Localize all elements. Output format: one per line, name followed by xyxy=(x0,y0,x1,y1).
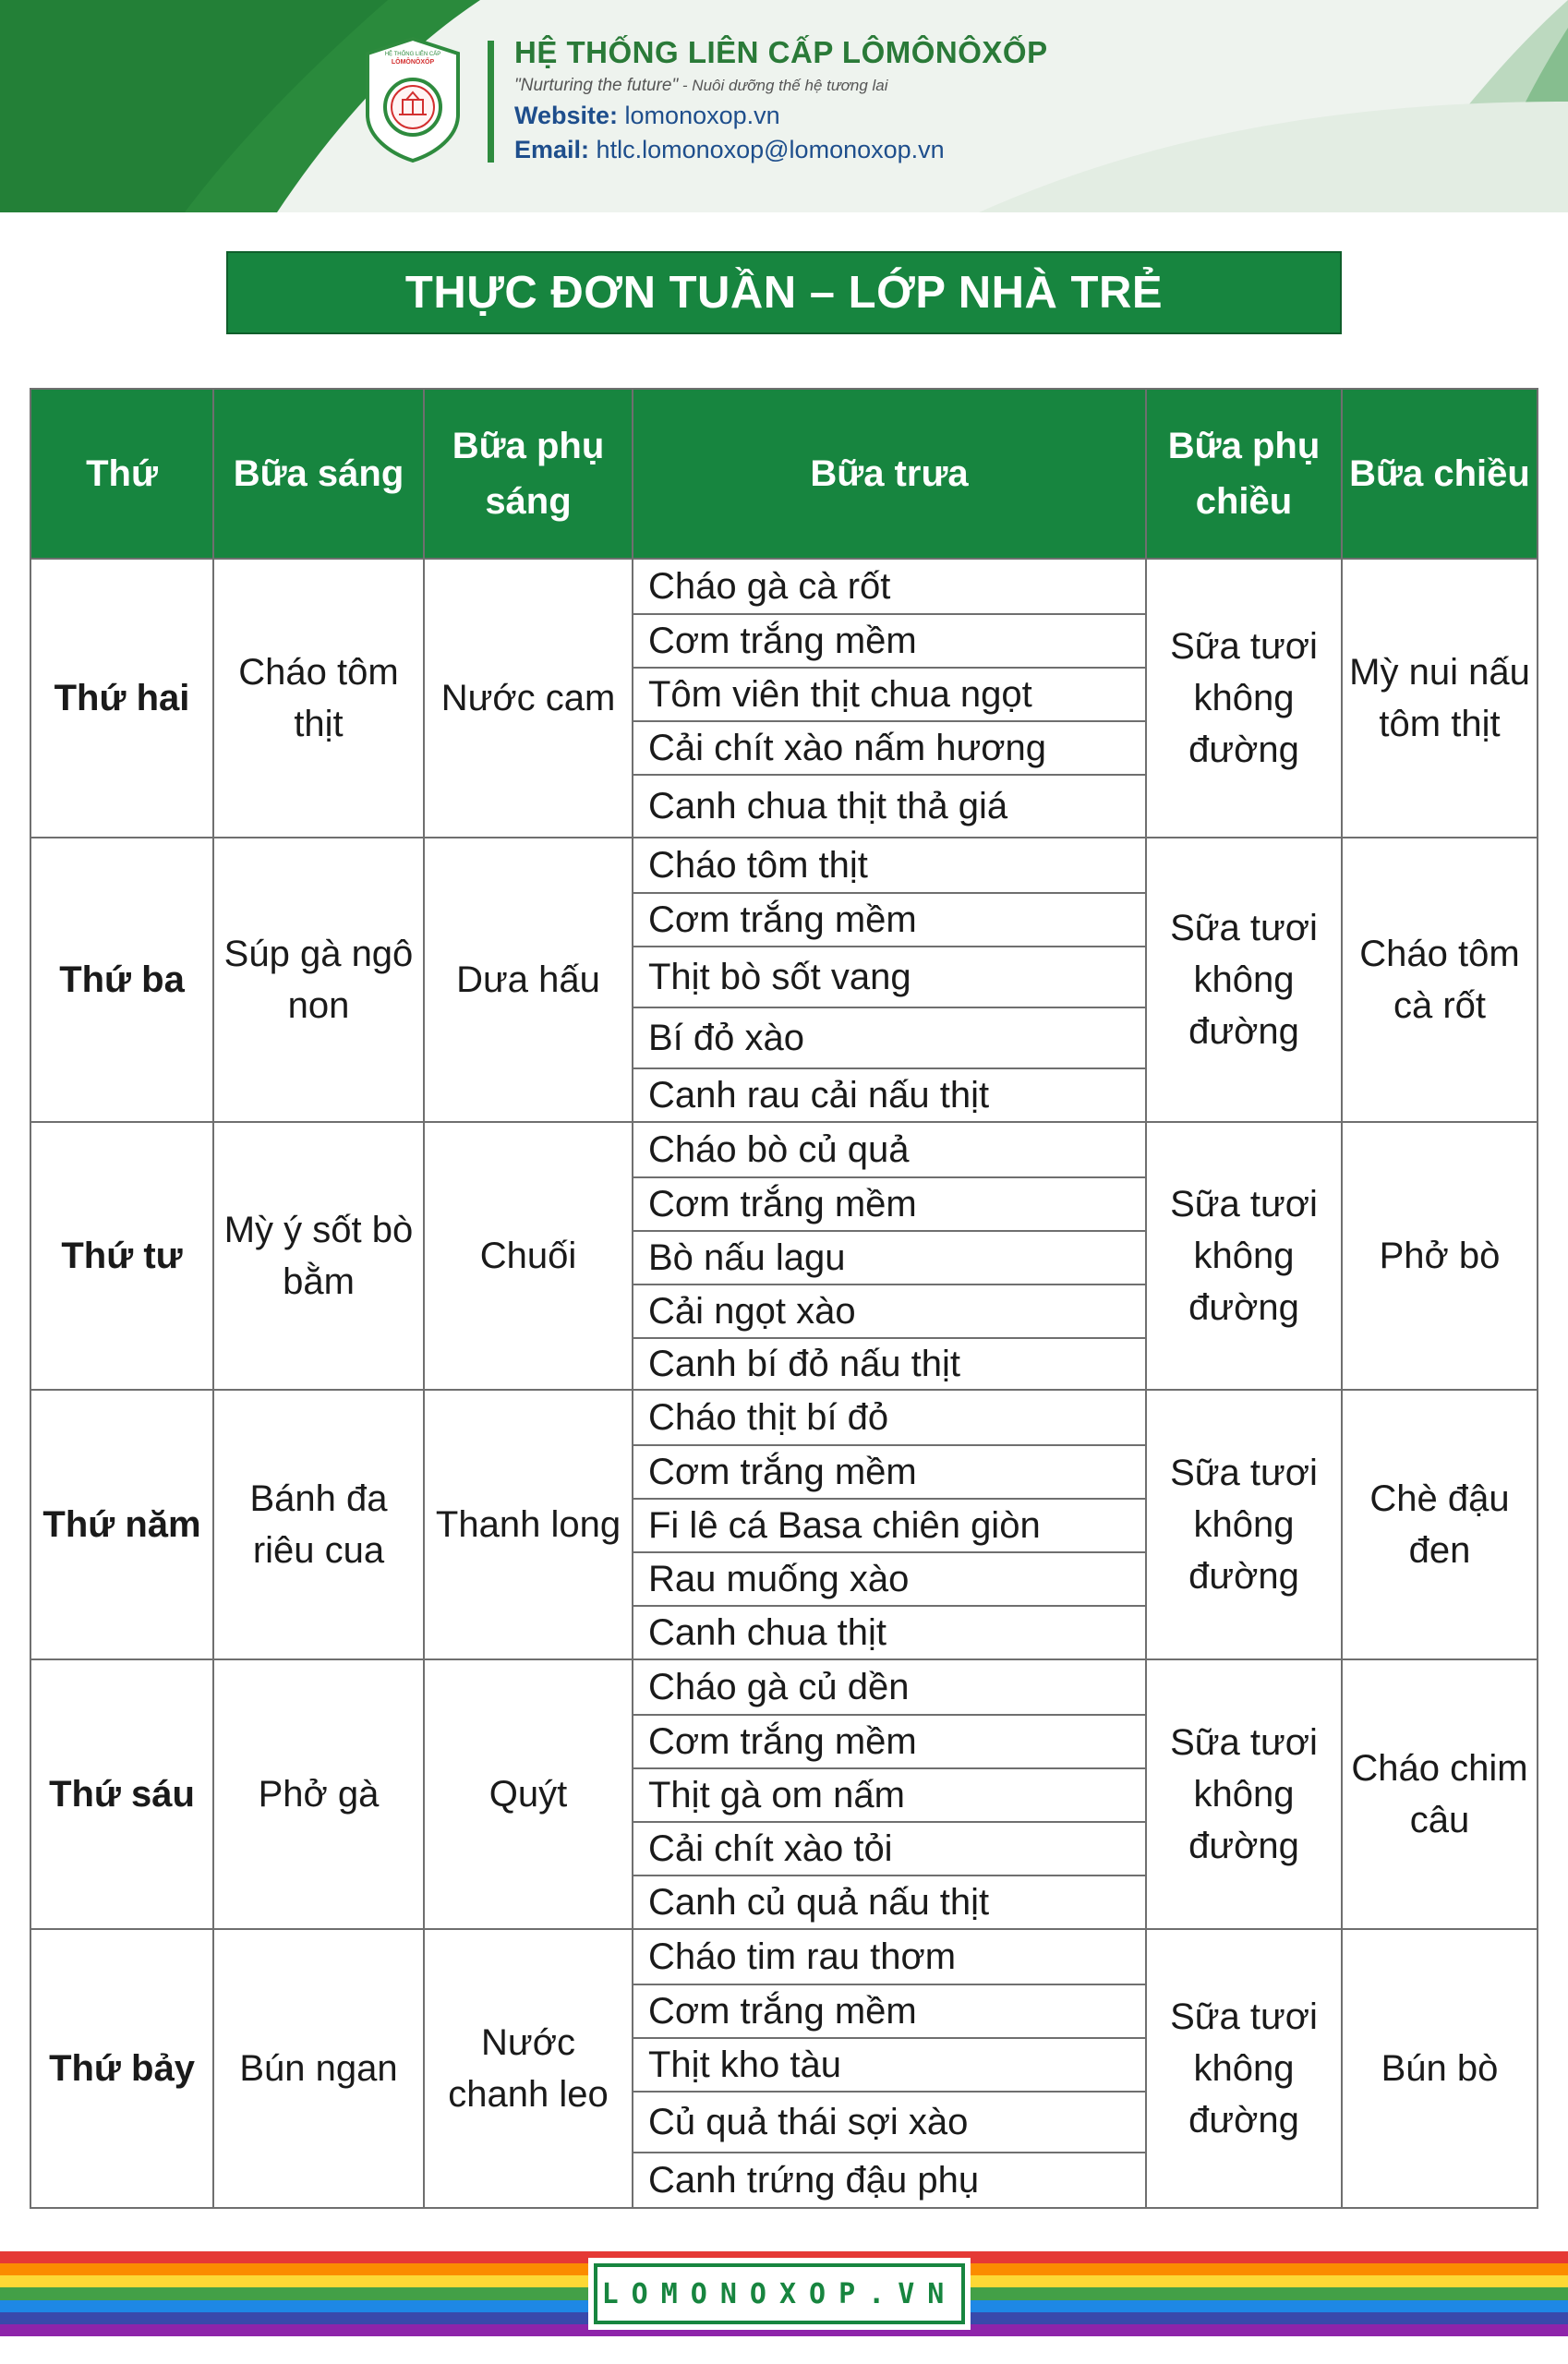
day-cell: Thứ hai xyxy=(30,559,213,838)
afternoon-meal-cell: Mỳ nui nấu tôm thịt xyxy=(1342,559,1538,838)
lunch-item: Cơm trắng mềm xyxy=(633,1444,1145,1498)
breakfast-cell: Cháo tôm thịt xyxy=(213,559,424,838)
page-header xyxy=(0,0,1568,212)
lunch-item: Cải chít xào nấm hương xyxy=(633,720,1145,774)
table-body xyxy=(30,559,1538,2208)
day-cell: Thứ ba xyxy=(30,838,213,1122)
lunch-item: Canh chua thịt thả giá xyxy=(633,774,1145,837)
morning-snack-cell: Nước cam xyxy=(424,559,633,838)
afternoon-snack-cell: Sữa tươi không đường xyxy=(1146,1390,1342,1659)
lunch-item: Củ quả thái sợi xào xyxy=(633,2091,1145,2152)
afternoon-snack-cell: Sữa tươi không đường xyxy=(1146,1659,1342,1929)
website-line xyxy=(514,102,780,130)
lunch-item: Fi lê cá Basa chiên giòn xyxy=(633,1498,1145,1551)
website-label: Website: xyxy=(514,102,619,129)
lunch-cell xyxy=(633,559,1146,838)
email-label: Email: xyxy=(514,136,590,163)
lunch-item: Bí đỏ xào xyxy=(633,1007,1145,1067)
afternoon-meal-cell: Phở bò xyxy=(1342,1122,1538,1390)
slogan-en: "Nurturing the future" xyxy=(514,76,679,95)
day-cell: Thứ năm xyxy=(30,1390,213,1659)
lunch-item: Thịt kho tàu xyxy=(633,2037,1145,2091)
footer-website[interactable]: LOMONOXOP.VN xyxy=(601,2277,958,2310)
logo-text-top: HỆ THỐNG LIÊN CẤP xyxy=(384,52,441,57)
lunch-item: Cháo tôm thịt xyxy=(648,845,868,886)
lunch-cell xyxy=(633,1122,1146,1390)
lunch-item: Cháo tim rau thơm xyxy=(648,1936,957,1977)
table-row xyxy=(30,1122,1538,1390)
lunch-item: Canh rau cải nấu thịt xyxy=(633,1067,1145,1121)
lunch-cell xyxy=(633,838,1146,1122)
header-afternoon-meal: Bữa chiều xyxy=(1342,389,1538,559)
day-cell: Thứ tư xyxy=(30,1122,213,1390)
morning-snack-cell: Quýt xyxy=(424,1659,633,1929)
header-lunch: Bữa trưa xyxy=(633,389,1146,559)
lunch-item: Cơm trắng mềm xyxy=(633,613,1145,667)
lunch-cell xyxy=(633,1390,1146,1659)
rainbow-stripe xyxy=(0,2324,1568,2336)
lunch-item: Bò nấu lagu xyxy=(633,1230,1145,1284)
day-cell: Thứ sáu xyxy=(30,1659,213,1929)
lunch-item: Cơm trắng mềm xyxy=(633,1984,1145,2037)
lunch-cell xyxy=(633,1659,1146,1929)
lunch-item: Cơm trắng mềm xyxy=(633,892,1145,946)
lunch-item: Tôm viên thịt chua ngọt xyxy=(633,667,1145,720)
table-row xyxy=(30,838,1538,1122)
lunch-item: Cải ngọt xào xyxy=(633,1284,1145,1337)
lunch-item: Thịt bò sốt vang xyxy=(633,946,1145,1007)
email-link[interactable]: htlc.lomonoxop@lomonoxop.vn xyxy=(596,136,945,163)
header-afternoon-snack: Bữa phụ chiều xyxy=(1146,389,1342,559)
afternoon-meal-cell: Cháo chim câu xyxy=(1342,1659,1538,1929)
lunch-item: Canh bí đỏ nấu thịt xyxy=(633,1337,1145,1389)
afternoon-snack-cell: Sữa tươi không đường xyxy=(1146,1122,1342,1390)
breakfast-cell: Mỳ ý sốt bò bằm xyxy=(213,1122,424,1390)
lunch-item: Thịt gà om nấm xyxy=(633,1767,1145,1821)
school-logo xyxy=(362,35,464,164)
slogan-vi: - Nuôi dưỡng thế hệ tương lai xyxy=(678,77,888,94)
lunch-item: Canh củ quả nấu thịt xyxy=(633,1875,1145,1928)
table-row xyxy=(30,1390,1538,1659)
lunch-item: Canh chua thịt xyxy=(633,1605,1145,1658)
rainbow-stripe xyxy=(0,2251,1568,2263)
lunch-item: Cải chít xào tỏi xyxy=(633,1821,1145,1875)
org-name: HỆ THỐNG LIÊN CẤP LÔMÔNÔXỐP xyxy=(514,35,1048,69)
breakfast-cell: Bún ngan xyxy=(213,1929,424,2208)
afternoon-meal-cell: Chè đậu đen xyxy=(1342,1390,1538,1659)
afternoon-snack-cell: Sữa tươi không đường xyxy=(1146,838,1342,1122)
header-day: Thứ xyxy=(30,389,213,559)
header-wave-decoration xyxy=(0,0,1568,212)
afternoon-meal-cell: Bún bò xyxy=(1342,1929,1538,2208)
weekly-menu-table xyxy=(30,388,1538,2209)
lunch-item: Canh trứng đậu phụ xyxy=(633,2152,1145,2207)
afternoon-meal-cell: Cháo tôm cà rốt xyxy=(1342,838,1538,1122)
lunch-cell xyxy=(633,1929,1146,2208)
menu-title-banner xyxy=(226,251,1342,334)
lunch-item: Cháo gà cà rốt xyxy=(648,566,891,607)
morning-snack-cell: Thanh long xyxy=(424,1390,633,1659)
header-divider xyxy=(488,41,494,163)
lunch-item: Cơm trắng mềm xyxy=(633,1714,1145,1767)
morning-snack-cell: Chuối xyxy=(424,1122,633,1390)
table-row xyxy=(30,559,1538,838)
lunch-item: Rau muống xào xyxy=(633,1551,1145,1605)
lunch-item: Cháo bò củ quả xyxy=(648,1129,910,1170)
day-cell: Thứ bảy xyxy=(30,1929,213,2208)
table-header-row xyxy=(30,389,1538,559)
table-row xyxy=(30,1659,1538,1929)
slogan xyxy=(514,76,888,96)
breakfast-cell: Bánh đa riêu cua xyxy=(213,1390,424,1659)
lunch-item: Cơm trắng mềm xyxy=(633,1176,1145,1230)
header-breakfast: Bữa sáng xyxy=(213,389,424,559)
footer-badge xyxy=(594,2263,965,2324)
lunch-item: Cháo thịt bí đỏ xyxy=(648,1397,889,1438)
afternoon-snack-cell: Sữa tươi không đường xyxy=(1146,559,1342,838)
breakfast-cell: Súp gà ngô non xyxy=(213,838,424,1122)
website-link[interactable]: lomonoxop.vn xyxy=(624,102,780,129)
morning-snack-cell: Dưa hấu xyxy=(424,838,633,1122)
header-morning-snack: Bữa phụ sáng xyxy=(424,389,633,559)
menu-title: THỰC ĐƠN TUẦN – LỚP NHÀ TRẺ xyxy=(404,268,1164,318)
table-row xyxy=(30,1929,1538,2208)
logo-text-brand: LÔMÔNÔXỐP xyxy=(391,59,435,66)
email-line xyxy=(514,136,945,164)
morning-snack-cell: Nước chanh leo xyxy=(424,1929,633,2208)
lunch-item: Cháo gà củ dền xyxy=(648,1667,910,1707)
breakfast-cell: Phở gà xyxy=(213,1659,424,1929)
afternoon-snack-cell: Sữa tươi không đường xyxy=(1146,1929,1342,2208)
